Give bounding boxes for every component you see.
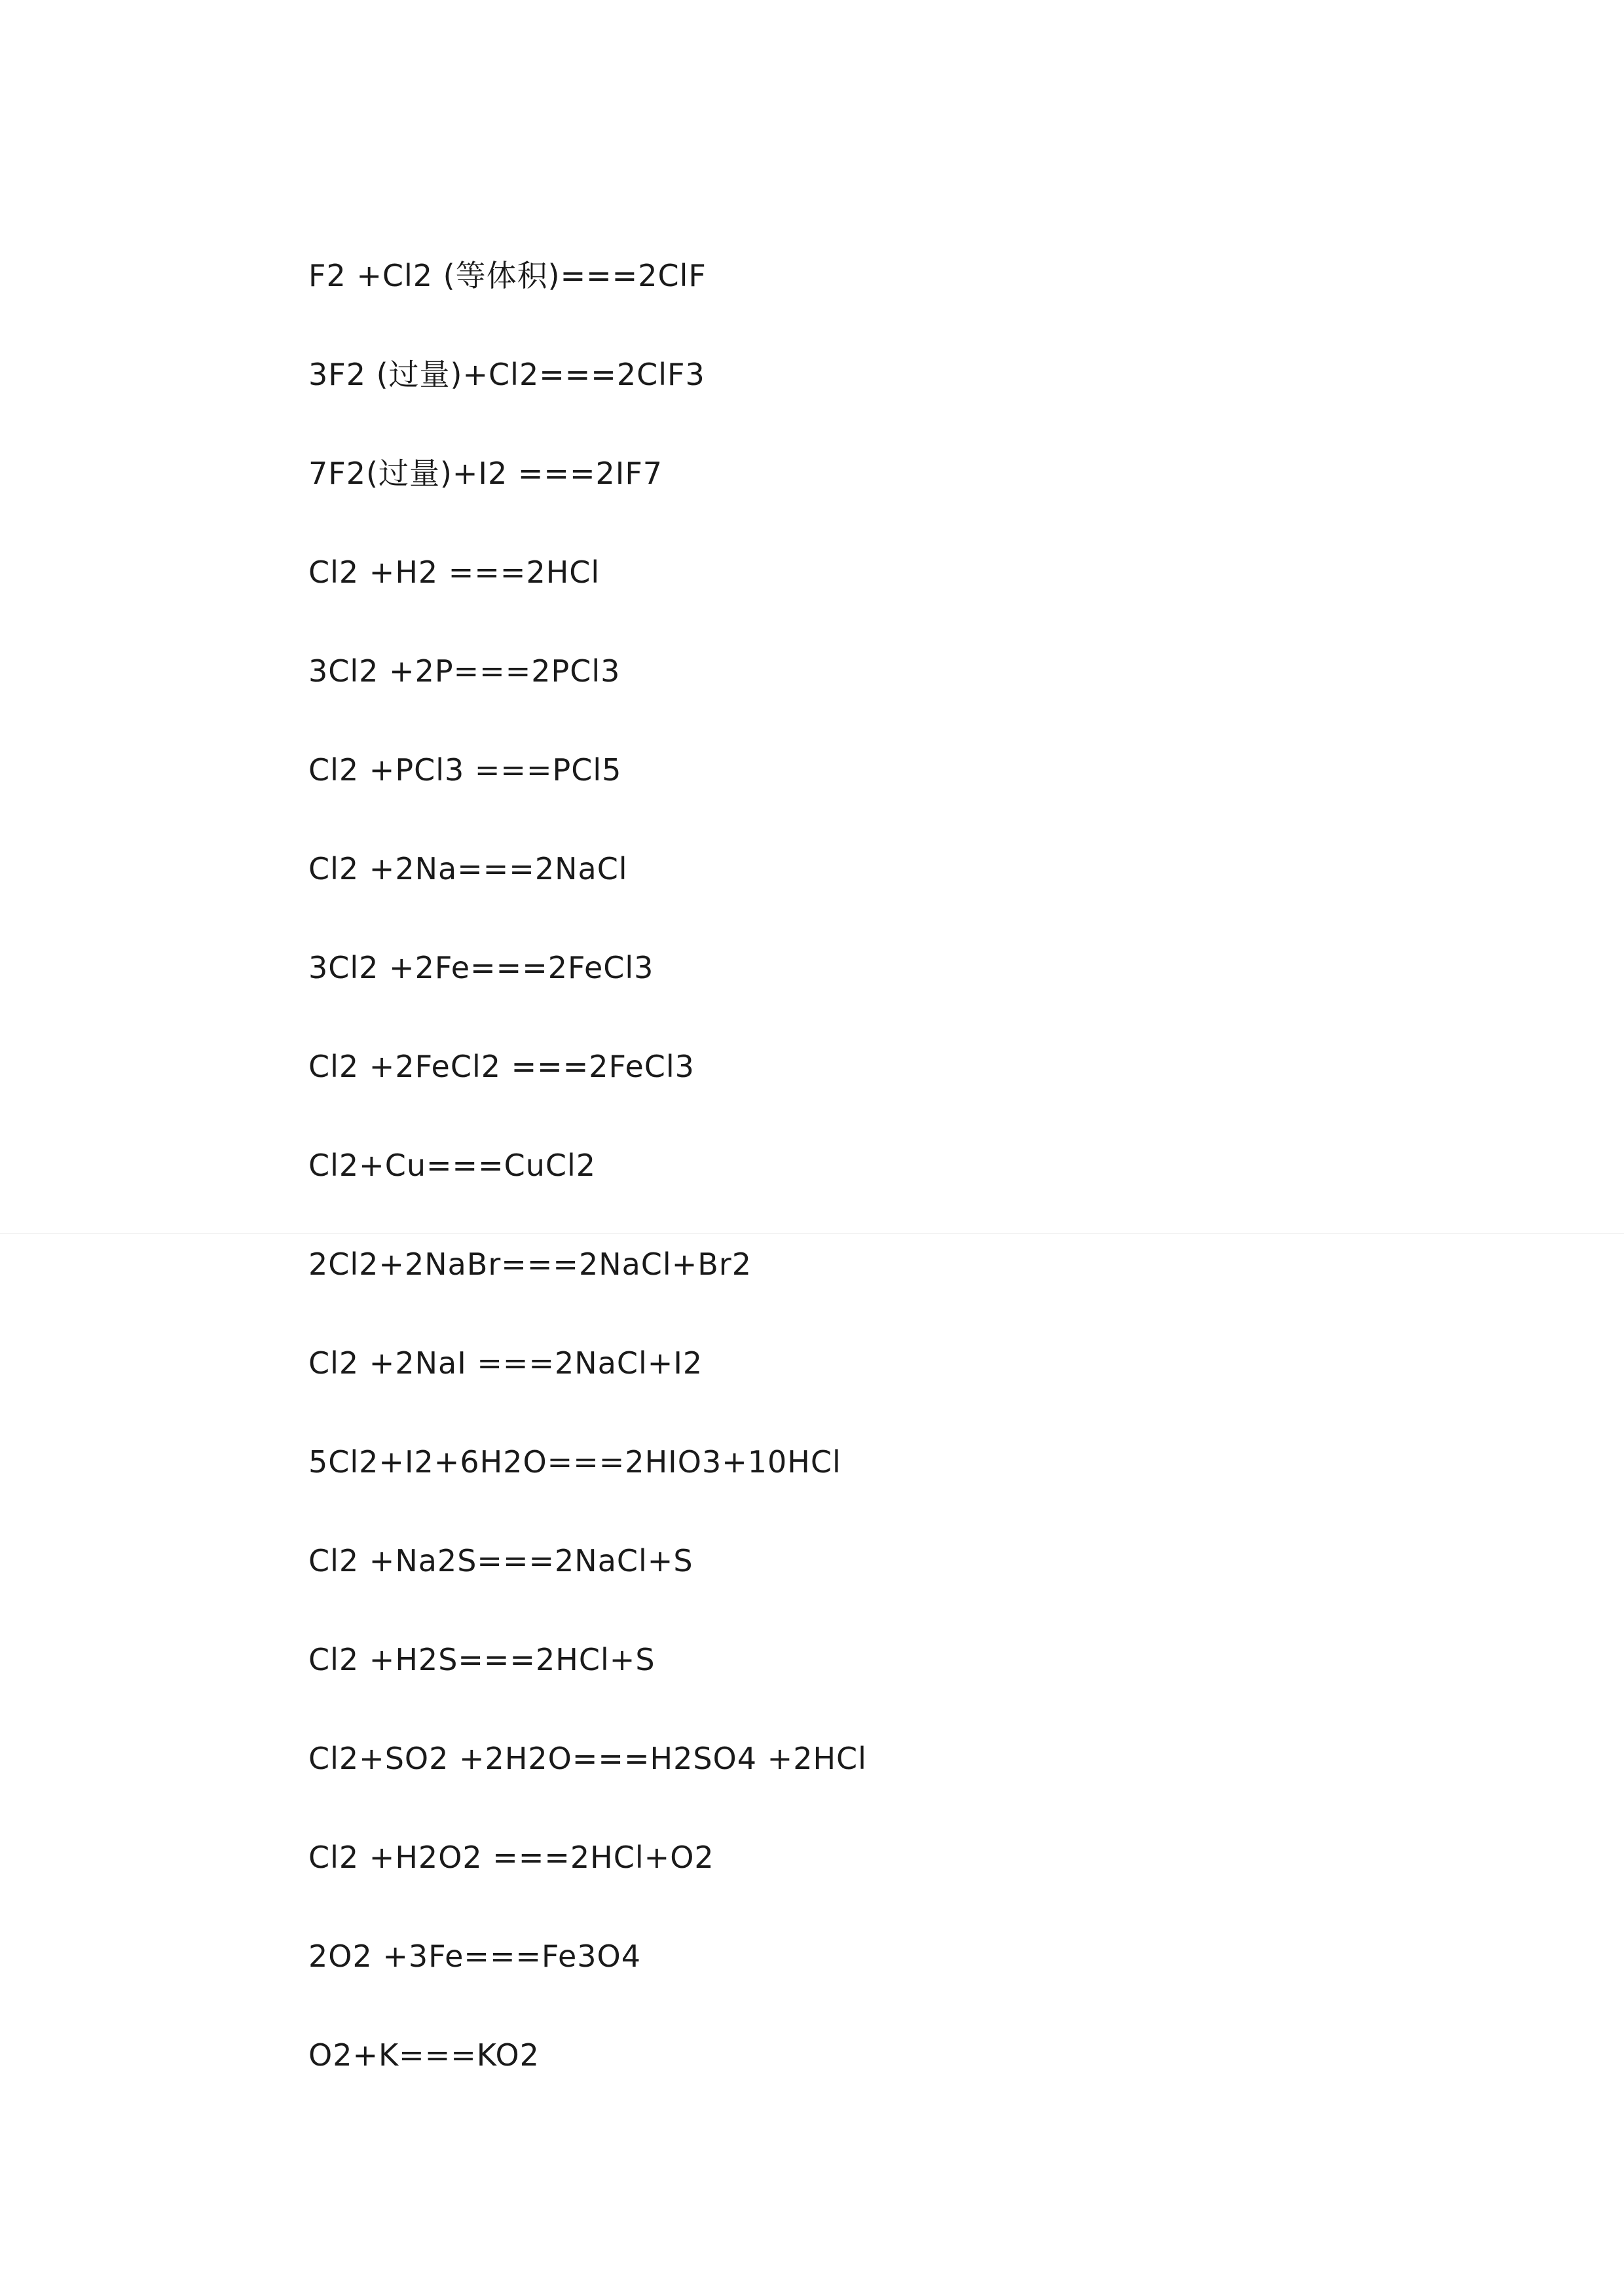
equation-line: Cl2+Cu===CuCl2 xyxy=(308,1148,597,1183)
equation-line: Cl2 +2NaI ===2NaCl+I2 xyxy=(308,1345,703,1381)
equation-line: Cl2 +PCl3 ===PCl5 xyxy=(308,752,622,788)
equation-line: O2+K===KO2 xyxy=(308,2037,540,2073)
equation-list xyxy=(308,249,867,2127)
equation-line: 5Cl2+I2+6H2O===2HIO3+10HCl xyxy=(308,1444,841,1480)
equation-line: Cl2 +2FeCl2 ===2FeCl3 xyxy=(308,1049,695,1084)
equation-line: 7F2(过量)+I2 ===2IF7 xyxy=(308,456,663,491)
equation-line: 2Cl2+2NaBr===2NaCl+Br2 xyxy=(308,1247,752,1282)
equation-line: Cl2 +H2S===2HCl+S xyxy=(308,1642,655,1677)
equation-line: 3Cl2 +2Fe===2FeCl3 xyxy=(308,950,654,985)
equation-line: 3F2 (过量)+Cl2===2ClF3 xyxy=(308,357,705,392)
equation-line: Cl2 +2Na===2NaCl xyxy=(308,851,628,886)
equation-line: Cl2 +H2 ===2HCl xyxy=(308,555,600,590)
equation-line: Cl2+SO2 +2H2O===H2SO4 +2HCl xyxy=(308,1741,867,1776)
equation-line: 3Cl2 +2P===2PCl3 xyxy=(308,653,621,689)
equation-line: 2O2 +3Fe===Fe3O4 xyxy=(308,1939,642,1974)
equation-line: F2 +Cl2 (等体积)===2ClF xyxy=(308,258,707,293)
equation-line: Cl2 +Na2S===2NaCl+S xyxy=(308,1543,693,1578)
equation-line: Cl2 +H2O2 ===2HCl+O2 xyxy=(308,1840,714,1875)
